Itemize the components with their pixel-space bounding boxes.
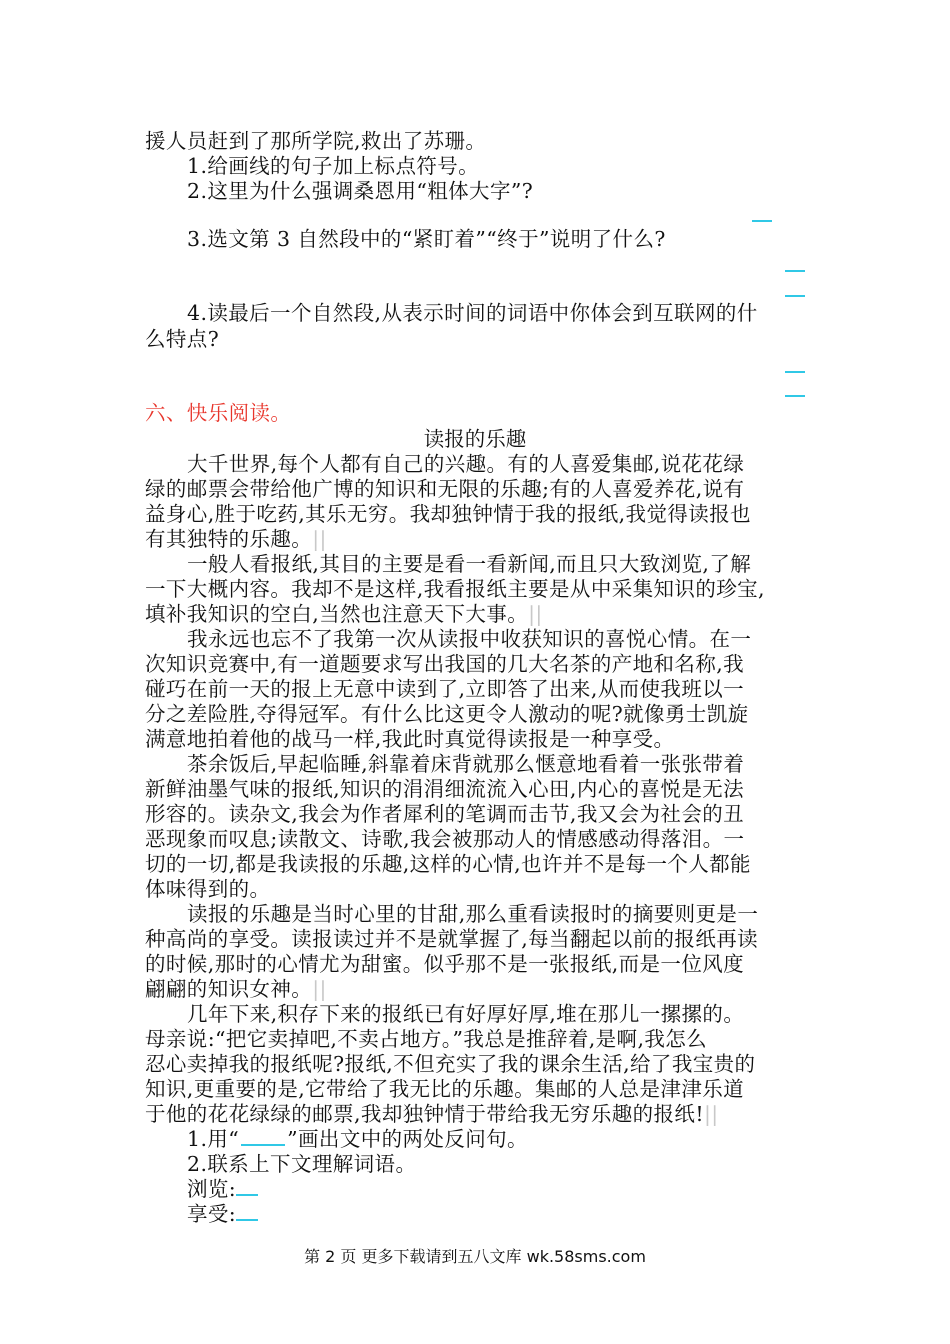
marker: ||	[312, 977, 327, 1001]
answer-blank[interactable]	[785, 395, 805, 397]
section-heading: 六、快乐阅读。	[145, 401, 292, 425]
marker: ||	[703, 1102, 719, 1126]
answer-blank[interactable]	[785, 371, 805, 373]
passage-line: 体味得到的。	[145, 877, 271, 901]
passage-line: 形容的。读杂文,我会为作者犀利的笔调而击节,我又会为社会的丑	[145, 802, 745, 826]
word-item: 享受:	[187, 1201, 867, 1227]
question-4-cont: 么特点?	[145, 327, 220, 351]
passage-line: 次知识竞赛中,有一道题要求写出我国的几大名茶的产地和名称,我	[145, 652, 745, 676]
passage-line: 种高尚的享受。读报读过并不是就掌握了,每当翻起以前的报纸再读	[145, 927, 759, 951]
question-1: 1.给画线的句子加上标点符号。	[187, 154, 480, 178]
marker: ||	[312, 527, 327, 551]
passage-line: 一般人看报纸,其目的主要是看一看新闻,而且只大致浏览,了解	[187, 552, 752, 576]
passage-line: 翩翩的知识女神。||	[145, 977, 327, 1001]
passage-line: 填补我知识的空白,当然也注意天下大事。||	[145, 602, 543, 626]
exercise-2: 2.联系上下文理解词语。	[187, 1152, 417, 1176]
passage-line: 满意地拍着他的战马一样,我此时真觉得读报是一种享受。	[145, 727, 675, 751]
passage-line: 母亲说:“把它卖掉吧,不卖占地方。”我总是推辞着,是啊,我怎么	[145, 1027, 708, 1051]
answer-blank[interactable]	[785, 295, 805, 297]
marker: ||	[528, 602, 543, 626]
question-3: 3.选文第 3 自然段中的“紧盯着”“终于”说明了什么?	[187, 227, 666, 251]
passage-line: 益身心,胜于吃药,其乐无穷。我却独钟情于我的报纸,我觉得读报也	[145, 502, 751, 526]
passage-line: 我永远也忘不了我第一次从读报中收获知识的喜悦心情。在一	[187, 627, 752, 651]
passage-line: 新鲜油墨气味的报纸,知识的涓涓细流流入心田,内心的喜悦是无法	[145, 777, 745, 801]
word-item: 浏览:	[187, 1176, 867, 1202]
text-line: 援人员赶到了那所学院,救出了苏珊。	[145, 129, 487, 153]
question-4: 4.读最后一个自然段,从表示时间的词语中你体会到互联网的什	[187, 301, 758, 325]
passage-line: 忍心卖掉我的报纸呢?报纸,不但充实了我的课余生活,给了我宝贵的	[145, 1052, 756, 1076]
passage-line: 茶余饭后,早起临睡,斜靠着床背就那么惬意地看着一张张带着	[187, 752, 745, 776]
passage-line: 碰巧在前一天的报上无意中读到了,立即答了出来,从而使我班以一	[145, 677, 745, 701]
passage-line: 读报的乐趣是当时心里的甘甜,那么重看读报时的摘要则更是一	[187, 902, 759, 926]
passage-line: 知识,更重要的是,它带给了我无比的乐趣。集邮的人总是津津乐道	[145, 1077, 745, 1101]
passage-line: 大千世界,每个人都有自己的兴趣。有的人喜爱集邮,说花花绿	[187, 452, 745, 476]
passage-line: 切的一切,都是我读报的乐趣,这样的心情,也许并不是每一个人都能	[145, 852, 751, 876]
passage-line: 分之差险胜,夺得冠军。有什么比这更令人激动的呢?就像勇士凯旋	[145, 702, 749, 726]
answer-blank[interactable]	[236, 1176, 258, 1196]
passage-line: 的时候,那时的心情尤为甜蜜。似乎那不是一张报纸,而是一位风度	[145, 952, 745, 976]
passage-line: 一下大概内容。我却不是这样,我看报纸主要是从中采集知识的珍宝,	[145, 577, 765, 601]
passage-line: 绿的邮票会带给他广博的知识和无限的乐趣;有的人喜爱养花,说有	[145, 477, 745, 501]
passage-line: 恶现象而叹息;读散文、诗歌,我会被那动人的情感感动得落泪。一	[145, 827, 745, 851]
passage-line: 几年下来,积存下来的报纸已有好厚好厚,堆在那儿一摞摞的。	[187, 1002, 745, 1026]
answer-blank[interactable]	[752, 220, 772, 222]
answer-blank[interactable]	[785, 270, 805, 272]
passage-title: 读报的乐趣	[423, 427, 527, 451]
question-2: 2.这里为什么强调桑恩用“粗体大字”?	[187, 179, 534, 203]
underline-sample	[241, 1126, 285, 1146]
passage-line: 于他的花花绿绿的邮票,我却独钟情于带给我无穷乐趣的报纸!||	[145, 1102, 719, 1126]
page-footer: 第 2 页 更多下载请到五八文库 wk.58sms.com	[304, 1247, 646, 1266]
answer-blank[interactable]	[236, 1201, 258, 1221]
exercise-1: 1.用“ ”画出文中的两处反问句。	[187, 1127, 528, 1151]
passage-line: 有其独特的乐趣。||	[145, 527, 327, 551]
